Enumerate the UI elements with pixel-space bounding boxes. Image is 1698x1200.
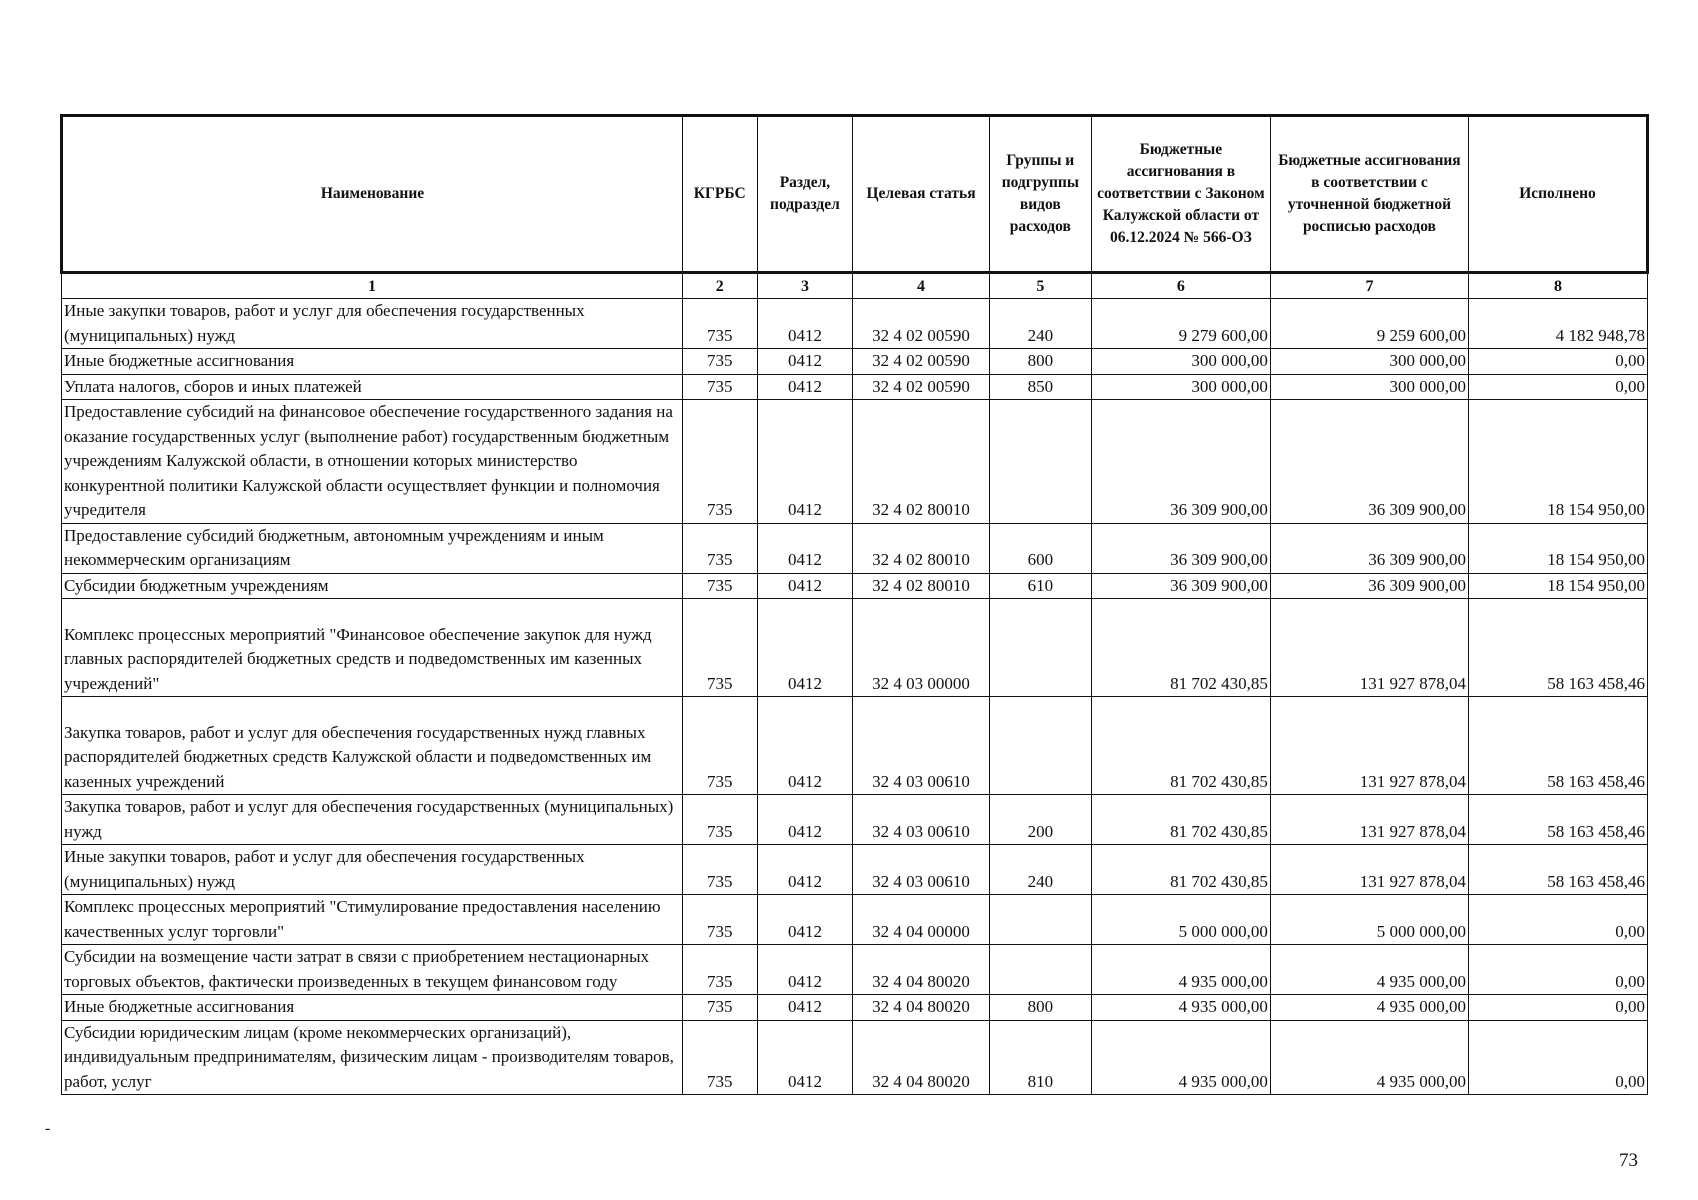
- page-number: 73: [1619, 1150, 1638, 1171]
- row-group: 810: [989, 1020, 1091, 1095]
- header-row: [62, 116, 1648, 273]
- row-name: Иные закупки товаров, работ и услуг для обеспечения государственных (муниципальных) нужд: [62, 845, 683, 895]
- header-executed: Исполнено: [1469, 116, 1648, 273]
- row-law: 36 309 900,00: [1091, 523, 1270, 573]
- header-name: Наименование: [62, 116, 683, 273]
- row-target: 32 4 02 80010: [853, 400, 989, 524]
- row-law: 300 000,00: [1091, 349, 1270, 375]
- row-refined: 131 927 878,04: [1270, 599, 1468, 697]
- row-target: 32 4 02 00590: [853, 349, 989, 375]
- row-section: 0412: [757, 895, 853, 945]
- row-executed: 0,00: [1469, 995, 1648, 1021]
- row-name: Уплата налогов, сборов и иных платежей: [62, 374, 683, 400]
- row-kgrbs: 735: [682, 697, 757, 795]
- table-row: [62, 1020, 1648, 1095]
- row-law: 300 000,00: [1091, 374, 1270, 400]
- row-group: 610: [989, 573, 1091, 599]
- row-target: 32 4 03 00000: [853, 599, 989, 697]
- row-kgrbs: 735: [682, 400, 757, 524]
- column-number: 8: [1469, 273, 1648, 299]
- row-executed: 58 163 458,46: [1469, 795, 1648, 845]
- row-refined: 4 935 000,00: [1270, 1020, 1468, 1095]
- row-target: 32 4 02 80010: [853, 573, 989, 599]
- table-row: [62, 573, 1648, 599]
- row-law: 36 309 900,00: [1091, 400, 1270, 524]
- table-row: [62, 697, 1648, 795]
- row-section: 0412: [757, 573, 853, 599]
- row-group: [989, 599, 1091, 697]
- row-executed: 0,00: [1469, 374, 1648, 400]
- row-group: 800: [989, 349, 1091, 375]
- row-section: 0412: [757, 523, 853, 573]
- row-group: 240: [989, 299, 1091, 349]
- row-kgrbs: 735: [682, 523, 757, 573]
- row-target: 32 4 02 00590: [853, 299, 989, 349]
- row-group: [989, 945, 1091, 995]
- row-refined: 9 259 600,00: [1270, 299, 1468, 349]
- row-section: 0412: [757, 1020, 853, 1095]
- column-number: 7: [1270, 273, 1468, 299]
- column-number: 2: [682, 273, 757, 299]
- row-section: 0412: [757, 697, 853, 795]
- row-kgrbs: 735: [682, 599, 757, 697]
- row-law: 9 279 600,00: [1091, 299, 1270, 349]
- row-group: [989, 895, 1091, 945]
- row-law: 81 702 430,85: [1091, 697, 1270, 795]
- row-law: 81 702 430,85: [1091, 599, 1270, 697]
- row-refined: 4 935 000,00: [1270, 945, 1468, 995]
- header-section: Раздел, подраздел: [757, 116, 853, 273]
- table-row: [62, 400, 1648, 524]
- row-executed: 0,00: [1469, 945, 1648, 995]
- row-executed: 0,00: [1469, 1020, 1648, 1095]
- row-section: 0412: [757, 400, 853, 524]
- row-law: 4 935 000,00: [1091, 945, 1270, 995]
- row-group: 200: [989, 795, 1091, 845]
- header-law: Бюджетные ассигнования в соответствии с Законом Калужской области от 06.12.2024 № 566-ОЗ: [1091, 116, 1270, 273]
- row-target: 32 4 03 00610: [853, 795, 989, 845]
- row-name: Комплекс процессных мероприятий "Стимулирование предоставления населению качественных услуг торговли": [62, 895, 683, 945]
- row-group: 850: [989, 374, 1091, 400]
- row-kgrbs: 735: [682, 349, 757, 375]
- header-refined: Бюджетные ассигнования в соответствии с уточненной бюджетной росписью расходов: [1270, 116, 1468, 273]
- row-section: 0412: [757, 845, 853, 895]
- row-group: [989, 400, 1091, 524]
- table-row: [62, 374, 1648, 400]
- row-refined: 4 935 000,00: [1270, 995, 1468, 1021]
- row-executed: 4 182 948,78: [1469, 299, 1648, 349]
- row-name: Комплекс процессных мероприятий "Финансовое обеспечение закупок для нужд главных распорядителей бюджетных средств и подведомственных им казенных учреждений": [62, 599, 683, 697]
- row-kgrbs: 735: [682, 374, 757, 400]
- row-executed: 58 163 458,46: [1469, 845, 1648, 895]
- table-row: [62, 523, 1648, 573]
- row-name: Субсидии на возмещение части затрат в связи с приобретением нестационарных торговых объектов, фактически произведенных в текущем финансовом году: [62, 945, 683, 995]
- column-number: 1: [62, 273, 683, 299]
- row-refined: 300 000,00: [1270, 349, 1468, 375]
- header-groups: Группы и подгруппы видов расходов: [989, 116, 1091, 273]
- row-group: 600: [989, 523, 1091, 573]
- row-executed: 0,00: [1469, 349, 1648, 375]
- column-number: 4: [853, 273, 989, 299]
- header-target: Целевая статья: [853, 116, 989, 273]
- budget-table: [60, 114, 1649, 1095]
- row-kgrbs: 735: [682, 995, 757, 1021]
- row-refined: 131 927 878,04: [1270, 795, 1468, 845]
- row-kgrbs: 735: [682, 299, 757, 349]
- row-kgrbs: 735: [682, 573, 757, 599]
- row-section: 0412: [757, 599, 853, 697]
- table-row: [62, 995, 1648, 1021]
- row-target: 32 4 04 80020: [853, 945, 989, 995]
- row-name: Предоставление субсидий бюджетным, автономным учреждениям и иным некоммерческим организациям: [62, 523, 683, 573]
- row-refined: 131 927 878,04: [1270, 845, 1468, 895]
- row-kgrbs: 735: [682, 895, 757, 945]
- row-target: 32 4 04 80020: [853, 995, 989, 1021]
- row-name: Закупка товаров, работ и услуг для обеспечения государственных нужд главных распорядителей бюджетных средств Калужской области и подведомственных им казенных учреждений: [62, 697, 683, 795]
- column-number: 5: [989, 273, 1091, 299]
- row-section: 0412: [757, 795, 853, 845]
- row-name: Иные бюджетные ассигнования: [62, 349, 683, 375]
- row-law: 5 000 000,00: [1091, 895, 1270, 945]
- table-row: [62, 299, 1648, 349]
- row-refined: 36 309 900,00: [1270, 523, 1468, 573]
- table-row: [62, 599, 1648, 697]
- row-executed: 18 154 950,00: [1469, 400, 1648, 524]
- column-number: 6: [1091, 273, 1270, 299]
- row-target: 32 4 04 00000: [853, 895, 989, 945]
- row-name: Предоставление субсидий на финансовое обеспечение государственного задания на оказание государственных услуг (выполнение работ) государственным бюджетным учреждениям Калужской области, в отношении которых министерство конкурентной политики Калужской области осуществляет функции и полномочия учредителя: [62, 400, 683, 524]
- row-kgrbs: 735: [682, 1020, 757, 1095]
- row-section: 0412: [757, 995, 853, 1021]
- header-kgrbs: КГРБС: [682, 116, 757, 273]
- row-executed: 18 154 950,00: [1469, 573, 1648, 599]
- row-executed: 18 154 950,00: [1469, 523, 1648, 573]
- row-kgrbs: 735: [682, 795, 757, 845]
- row-law: 4 935 000,00: [1091, 995, 1270, 1021]
- row-law: 81 702 430,85: [1091, 795, 1270, 845]
- row-name: Иные закупки товаров, работ и услуг для обеспечения государственных (муниципальных) нужд: [62, 299, 683, 349]
- table-row: [62, 845, 1648, 895]
- row-name: Иные бюджетные ассигнования: [62, 995, 683, 1021]
- row-group: 240: [989, 845, 1091, 895]
- column-number-row: [62, 273, 1648, 299]
- row-name: Закупка товаров, работ и услуг для обеспечения государственных (муниципальных) нужд: [62, 795, 683, 845]
- row-executed: 58 163 458,46: [1469, 697, 1648, 795]
- row-kgrbs: 735: [682, 845, 757, 895]
- row-kgrbs: 735: [682, 945, 757, 995]
- row-section: 0412: [757, 299, 853, 349]
- row-group: 800: [989, 995, 1091, 1021]
- row-executed: 58 163 458,46: [1469, 599, 1648, 697]
- row-target: 32 4 02 00590: [853, 374, 989, 400]
- table-row: [62, 895, 1648, 945]
- row-executed: 0,00: [1469, 895, 1648, 945]
- row-group: [989, 697, 1091, 795]
- row-section: 0412: [757, 374, 853, 400]
- row-target: 32 4 03 00610: [853, 697, 989, 795]
- row-target: 32 4 02 80010: [853, 523, 989, 573]
- margin-mark: -: [45, 1120, 51, 1137]
- table-row: [62, 795, 1648, 845]
- row-law: 36 309 900,00: [1091, 573, 1270, 599]
- table-row: [62, 945, 1648, 995]
- row-law: 81 702 430,85: [1091, 845, 1270, 895]
- row-name: Субсидии бюджетным учреждениям: [62, 573, 683, 599]
- column-number: 3: [757, 273, 853, 299]
- table-row: [62, 349, 1648, 375]
- row-refined: 36 309 900,00: [1270, 573, 1468, 599]
- row-refined: 36 309 900,00: [1270, 400, 1468, 524]
- row-refined: 5 000 000,00: [1270, 895, 1468, 945]
- row-section: 0412: [757, 945, 853, 995]
- row-law: 4 935 000,00: [1091, 1020, 1270, 1095]
- row-target: 32 4 04 80020: [853, 1020, 989, 1095]
- row-name: Субсидии юридическим лицам (кроме некоммерческих организаций), индивидуальным предпринимателям, физическим лицам - производителям товаров, работ, услуг: [62, 1020, 683, 1095]
- row-refined: 131 927 878,04: [1270, 697, 1468, 795]
- row-refined: 300 000,00: [1270, 374, 1468, 400]
- row-section: 0412: [757, 349, 853, 375]
- row-target: 32 4 03 00610: [853, 845, 989, 895]
